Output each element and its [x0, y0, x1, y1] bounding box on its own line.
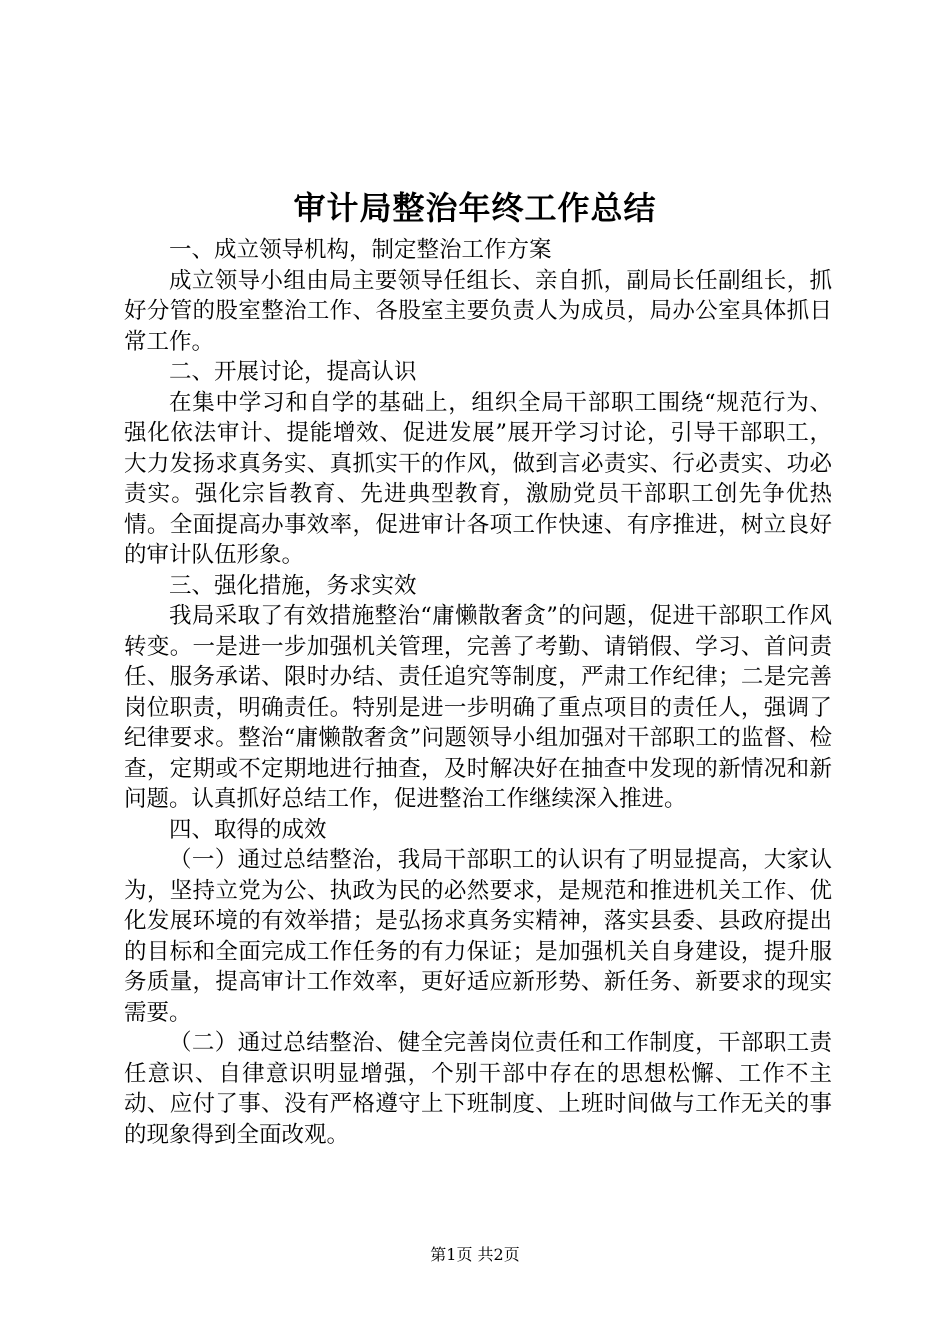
paragraph: （一）通过总结整治，我局干部职工的认识有了明显提高，大家认为，坚持立党为公、执政为民的必然要求，是规范和推进机关工作、优化发展环境的有效举措；是弘扬求真务实精神，落实县委、县政府提出的目标和全面完成工作任务的有力保证；是加强机关自身建设，提升服务质量，提高审计工作效率，更好适应新形势、新任务、新要求的现实需要。 [124, 847, 832, 1026]
section-heading-4: 四、取得的成效 [169, 816, 327, 843]
page-number-footer: 第1页 共2页 [430, 1245, 520, 1264]
paragraph: 成立领导小组由局主要领导任组长、亲自抓，副局长任副组长，抓好分管的股室整治工作、各股室主要负责人为成员，局办公室具体抓日常工作。 [124, 267, 832, 355]
section-heading-3: 三、强化措施，务求实效 [169, 572, 417, 599]
paragraph: 我局采取了有效措施整治“庸懒散奢贪”的问题，促进干部职工作风转变。一是进一步加强机关管理，完善了考勤、请销假、学习、首问责任、服务承诺、限时办结、责任追究等制度，严肃工作纪律；二是完善岗位职责，明确责任。特别是进一步明确了重点项目的责任人，强调了纪律要求。整治“庸懒散奢贪”问题领导小组加强对干部职工的监督、检查，定期或不定期地进行抽查，及时解决好在抽查中发现的新情况和新问题。认真抓好总结工作，促进整治工作继续深入推进。 [124, 603, 832, 812]
section-heading-2: 二、开展讨论，提高认识 [169, 359, 417, 385]
document-body [124, 235, 832, 1150]
paragraph: （二）通过总结整治、健全完善岗位责任和工作制度，干部职工责任意识、自律意识明显增强，个别干部中存在的思想松懈、工作不主动、应付了事、没有严格遵守上下班制度、上班时间做与工作无关的事的现象得到全面改观。 [124, 1030, 832, 1148]
section-heading-1: 一、成立领导机构，制定整治工作方案 [169, 237, 552, 263]
paragraph: 在集中学习和自学的基础上，组织全局干部职工围绕“规范行为、强化依法审计、提能增效、促进发展”展开学习讨论，引导干部职工，大力发扬求真务实、真抓实干的作风，做到言必责实、行必责实、功必责实。强化宗旨教育、先进典型教育，激励党员干部职工创先争优热情。全面提高办事效率，促进审计各项工作快速、有序推进，树立良好的审计队伍形象。 [124, 389, 832, 568]
document-title: 审计局整治年终工作总结 [293, 189, 657, 227]
